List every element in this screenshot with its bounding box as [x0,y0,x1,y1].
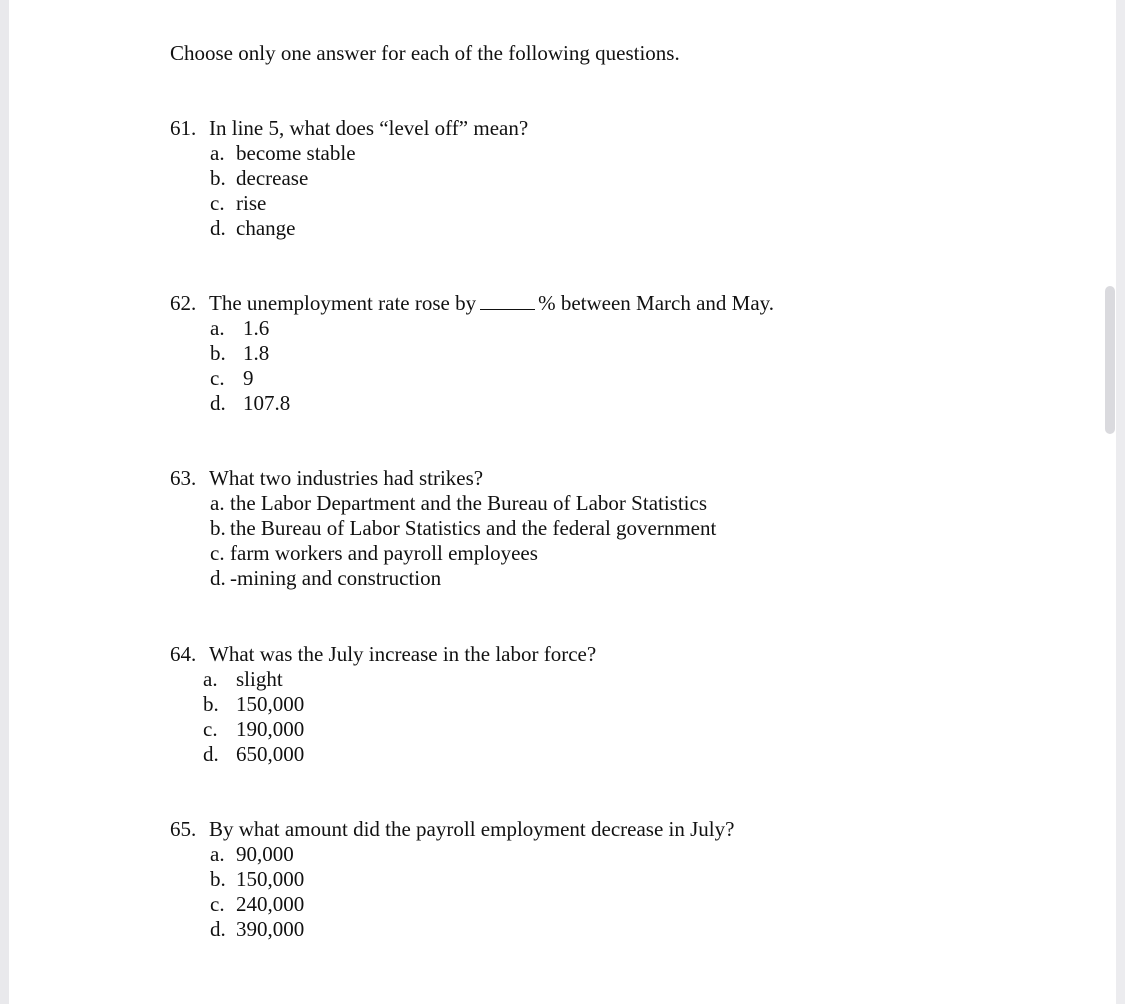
option-text: 90,000 [236,842,294,866]
option-61-a[interactable] [210,141,356,166]
question-number: 65. [170,817,197,841]
option-letter: d. [203,742,219,766]
option-letter: c. [210,541,225,565]
option-text: 390,000 [236,917,305,941]
option-letter: a. [203,667,218,691]
option-letter: b. [210,867,226,891]
option-letter: d. [210,391,226,415]
option-65-a[interactable] [210,842,294,867]
option-text: the Bureau of Labor Statistics and the federal government [230,516,717,540]
question-stem-end: % between March and May. [538,291,775,315]
option-61-b[interactable] [210,166,308,191]
option-text: 9 [243,366,254,390]
question-65 [170,817,734,842]
option-letter: a. [210,316,225,340]
option-letter: a. [210,141,225,165]
option-text: 150,000 [236,867,305,891]
option-letter: b. [210,341,226,365]
question-stem-start: The unemployment rate rose by [209,291,477,315]
question-62 [170,291,774,316]
option-text: 240,000 [236,892,305,916]
option-letter: d. [210,216,226,240]
question-63 [170,466,483,491]
option-text: rise [236,191,267,215]
option-letter: d. [210,566,226,590]
question-number: 62. [170,291,197,315]
option-61-d[interactable] [210,216,295,241]
option-text: become stable [236,141,356,165]
option-64-b[interactable] [203,692,304,717]
question-number: 61. [170,116,197,140]
option-letter: c. [203,717,218,741]
option-62-d[interactable] [210,391,290,416]
question-number: 63. [170,466,197,490]
option-64-a[interactable] [203,667,283,692]
option-text: 190,000 [236,717,305,741]
option-63-a[interactable] [210,491,707,516]
option-text: 1.8 [243,341,270,365]
option-text: 107.8 [243,391,291,415]
option-65-d[interactable] [210,917,304,942]
scrollbar-thumb[interactable] [1105,286,1115,434]
question-stem: What was the July increase in the labor force? [209,642,597,666]
option-text: the Labor Department and the Bureau of Labor Statistics [230,491,708,515]
option-letter: b. [203,692,219,716]
option-letter: c. [210,191,225,215]
option-letter: c. [210,366,225,390]
question-stem: What two industries had strikes? [209,466,484,490]
option-text: 1.6 [243,316,270,340]
option-64-d[interactable] [203,742,304,767]
option-letter: a. [210,491,225,515]
question-stem: In line 5, what does “level off” mean? [209,116,529,140]
document-page [9,0,1116,1004]
option-text: 650,000 [236,742,305,766]
option-62-c[interactable] [210,366,254,391]
option-65-c[interactable] [210,892,304,917]
question-number: 64. [170,642,197,666]
option-61-c[interactable] [210,191,266,216]
option-62-b[interactable] [210,341,269,366]
option-text: decrease [236,166,309,190]
option-63-c[interactable] [210,541,538,566]
option-letter: b. [210,166,226,190]
option-letter: d. [210,917,226,941]
option-63-b[interactable] [210,516,716,541]
scrollbar-track[interactable] [1116,0,1125,1004]
option-letter: a. [210,842,225,866]
option-text: 150,000 [236,692,305,716]
option-text: change [236,216,296,240]
option-65-b[interactable] [210,867,304,892]
option-63-d[interactable] [210,566,441,591]
option-text: -mining and construction [230,566,442,590]
question-64 [170,642,596,667]
option-64-c[interactable] [203,717,304,742]
instructions: Choose only one answer for each of the following questions. [170,41,680,65]
option-letter: c. [210,892,225,916]
option-62-a[interactable] [210,316,269,341]
question-stem: By what amount did the payroll employment decrease in July? [209,817,735,841]
option-text: slight [236,667,283,691]
question-61 [170,116,528,141]
answer-blank [480,291,535,310]
option-text: farm workers and payroll employees [230,541,538,565]
option-letter: b. [210,516,226,540]
